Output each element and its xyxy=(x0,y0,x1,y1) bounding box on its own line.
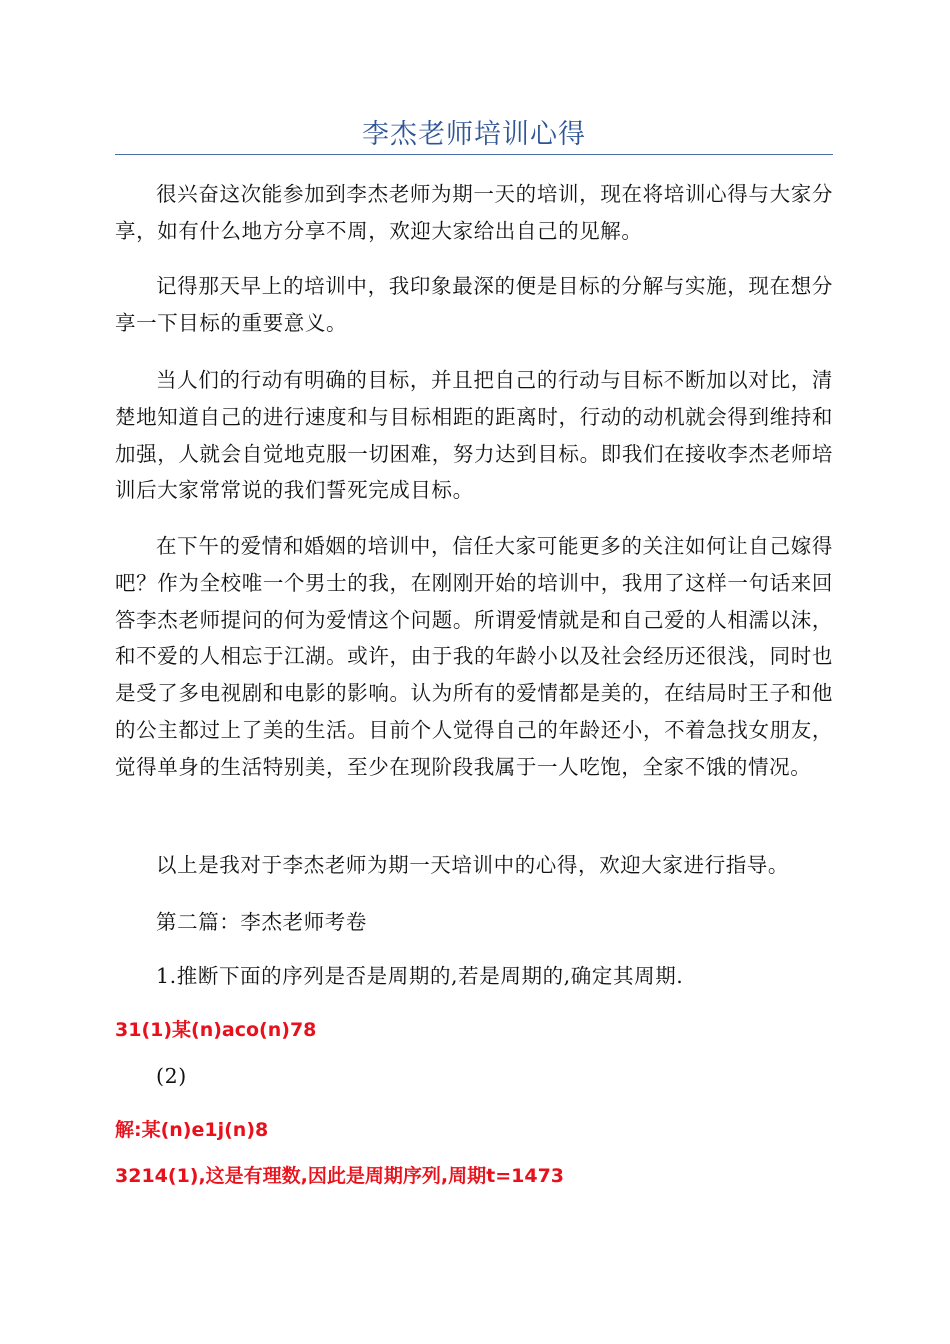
section-heading-exam: 第二篇：李杰老师考卷 xyxy=(156,910,367,934)
item-2-label: (2) xyxy=(156,1064,187,1088)
question-1: 1.推断下面的序列是否是周期的,若是周期的,确定其周期. xyxy=(156,964,684,988)
paragraph-afternoon: 在下午的爱情和婚姻的培训中，信任大家可能更多的关注如何让自己嫁得吧？作为全校唯一个男士的我，在刚刚开始的培训中，我用了这样一句话来回答李杰老师提问的何为爱情这个问题。所谓爱情就是和自己爱的人相濡以沫，和不爱的人相忘于江湖。或许，由于我的年龄小以及社会经历还很浅，同时也是受了多电视剧和电影的影响。认为所有的爱情都是美的，在结局时王子和他的公主都过上了美的生活。目前个人觉得自己的年龄还小，不着急找女朋友，觉得单身的生活特别美，至少在现阶段我属于一人吃饱，全家不饿的情况。 xyxy=(115,534,833,779)
title-underline xyxy=(115,154,833,155)
red-period-line: 3214(1),这是有理数,因此是周期序列,周期t=1473 xyxy=(115,1165,565,1187)
red-solution-line: 解:某(n)e1j(n)8 xyxy=(115,1119,269,1141)
paragraph-morning: 记得那天早上的培训中，我印象最深的便是目标的分解与实施，现在想分享一下目标的重要意义。 xyxy=(115,274,833,335)
paragraph-intro: 很兴奋这次能参加到李杰老师为期一天的培训，现在将培训心得与大家分享，如有什么地方分享不周，欢迎大家给出自己的见解。 xyxy=(115,182,833,243)
paragraph-conclusion: 以上是我对于李杰老师为期一天培训中的心得，欢迎大家进行指导。 xyxy=(156,853,789,877)
red-formula-line-1: 31(1)某(n)aco(n)78 xyxy=(115,1019,317,1041)
paragraph-goals: 当人们的行动有明确的目标，并且把自己的行动与目标不断加以对比，清楚地知道自己的进行速度和与目标相距的距离时，行动的动机就会得到维持和加强，人就会自觉地克服一切困难，努力达到目标。即我们在接收李杰老师培训后大家常常说的我们誓死完成目标。 xyxy=(115,368,833,503)
document-title: 李杰老师培训心得 xyxy=(362,119,586,150)
